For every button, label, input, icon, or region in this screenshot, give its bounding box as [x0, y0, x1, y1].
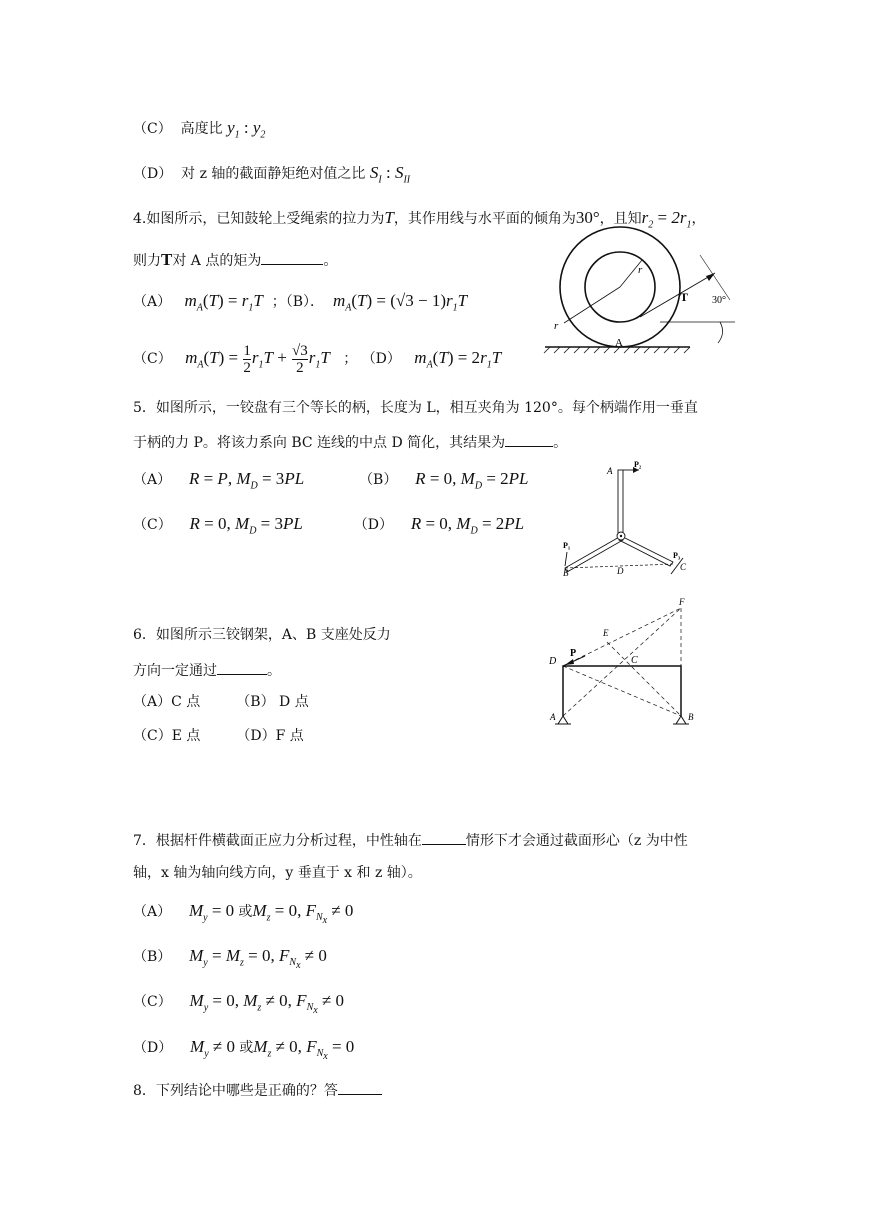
q5-options-ab: （A） R = P, $M_D = 3PL$ （B） R = 0, $M_D = 2PL$	[133, 469, 529, 492]
q6-stem-line2: 方向一定通过 。	[133, 660, 281, 681]
q5-label-p3: P₃	[673, 551, 681, 560]
q4-r1-label: r	[638, 264, 643, 276]
q3-option-c: （C） 高度比 $y_1$ : $y_2$	[133, 118, 266, 141]
q6-label-a: A	[550, 712, 556, 722]
q6-label-c: C	[631, 655, 638, 666]
q7-option-b: （B） $M_y = M_z = 0$, $F_{N_x} \ne 0$	[133, 946, 327, 972]
q6-frame-figure	[545, 596, 705, 728]
q4-drum-figure	[540, 225, 750, 355]
q8-stem-line1: 8．下列结论中哪些是正确的？答	[133, 1080, 382, 1101]
q4-stem-line2: 则力T对 A 点的矩为 。	[133, 250, 338, 269]
q5-label-c: C	[680, 562, 687, 572]
q4-r2-label: r	[554, 320, 559, 332]
q5-stem-line2: 于柄的力 P。将该力系向 BC 连线的中点 D 简化，其结果为 。	[133, 432, 567, 453]
q5-label-p1: P₁	[563, 541, 571, 550]
q6-options-ab: （A）C 点 （B） D 点	[133, 694, 309, 710]
q4-force-label: T	[680, 290, 689, 304]
q5-label-b: B	[563, 568, 569, 578]
q3-option-d: （D） 对 z 轴的截面静矩绝对值之比 $S_I$ : $S_{II}$	[133, 163, 411, 186]
q4-angle-label: 30°	[712, 295, 726, 306]
q4-stem-line1: 4.如图所示，已知鼓轮上受绳索的拉力为T，其作用线与水平面的倾角为30°，且知$r_2 = 2r_1$，	[133, 208, 706, 231]
q5-stem-line1: 5．如图所示，一铰盘有三个等长的柄，长度为 L，相互夹角为 120°。每个柄端作用一垂直	[133, 400, 698, 416]
q6-label-d: D	[549, 656, 557, 667]
q4-rope-line	[640, 273, 715, 317]
q6-options-cd: （C）E 点 （D）F 点	[133, 728, 304, 744]
q5-options-cd: （C） R = 0, $M_D = 3PL$ （D） R = 0, $M_D = 2PL$	[133, 514, 525, 537]
q5-label-p2: P₂	[634, 460, 642, 469]
q7-option-c: （C） $M_y = 0$, $M_z \ne 0$, $F_{N_x} \ne 0$	[133, 991, 345, 1017]
q5-label-d: D	[617, 566, 624, 576]
q6-label-p: P	[570, 648, 577, 659]
q4-options-cd: （C） $m_A(T)$ = $\frac{1}{2}$ $r_1T$ + $\frac{√3}{2}$ $r_1T$ ； （D） $m_A(T) = 2r_1T$	[133, 342, 502, 376]
q7-stem-line2: 轴，x 轴为轴向线方向，y 垂直于 x 和 z 轴）。	[133, 865, 422, 881]
q4-point-a-label: A	[615, 337, 623, 349]
q5-label-a: A	[607, 466, 613, 476]
q6-label-f: F	[679, 597, 685, 607]
q6-stem-line1: 6．如图所示三铰钢架，A、B 支座处反力	[133, 627, 391, 643]
q7-option-a: （A） $M_y = 0$ 或$M_z = 0$, $F_{N_x} \ne 0$	[133, 901, 354, 927]
q5-windlass-figure	[555, 458, 705, 580]
q7-option-d: （D） $M_y \ne 0$ 或$M_z \ne 0$, $F_{N_x} = 0$	[133, 1037, 355, 1063]
q4-options-ab: （A） $m_A(T) = r_1T$ ；（B）． $m_A(T) = (√3 - 1)r_1T$	[133, 291, 468, 314]
q6-label-b: B	[688, 712, 694, 722]
q7-stem-line1: 7．根据杆件横截面正应力分析过程，中性轴在 情形下才会通过截面形心（z 为中性	[133, 830, 688, 851]
q6-label-e: E	[603, 628, 609, 638]
